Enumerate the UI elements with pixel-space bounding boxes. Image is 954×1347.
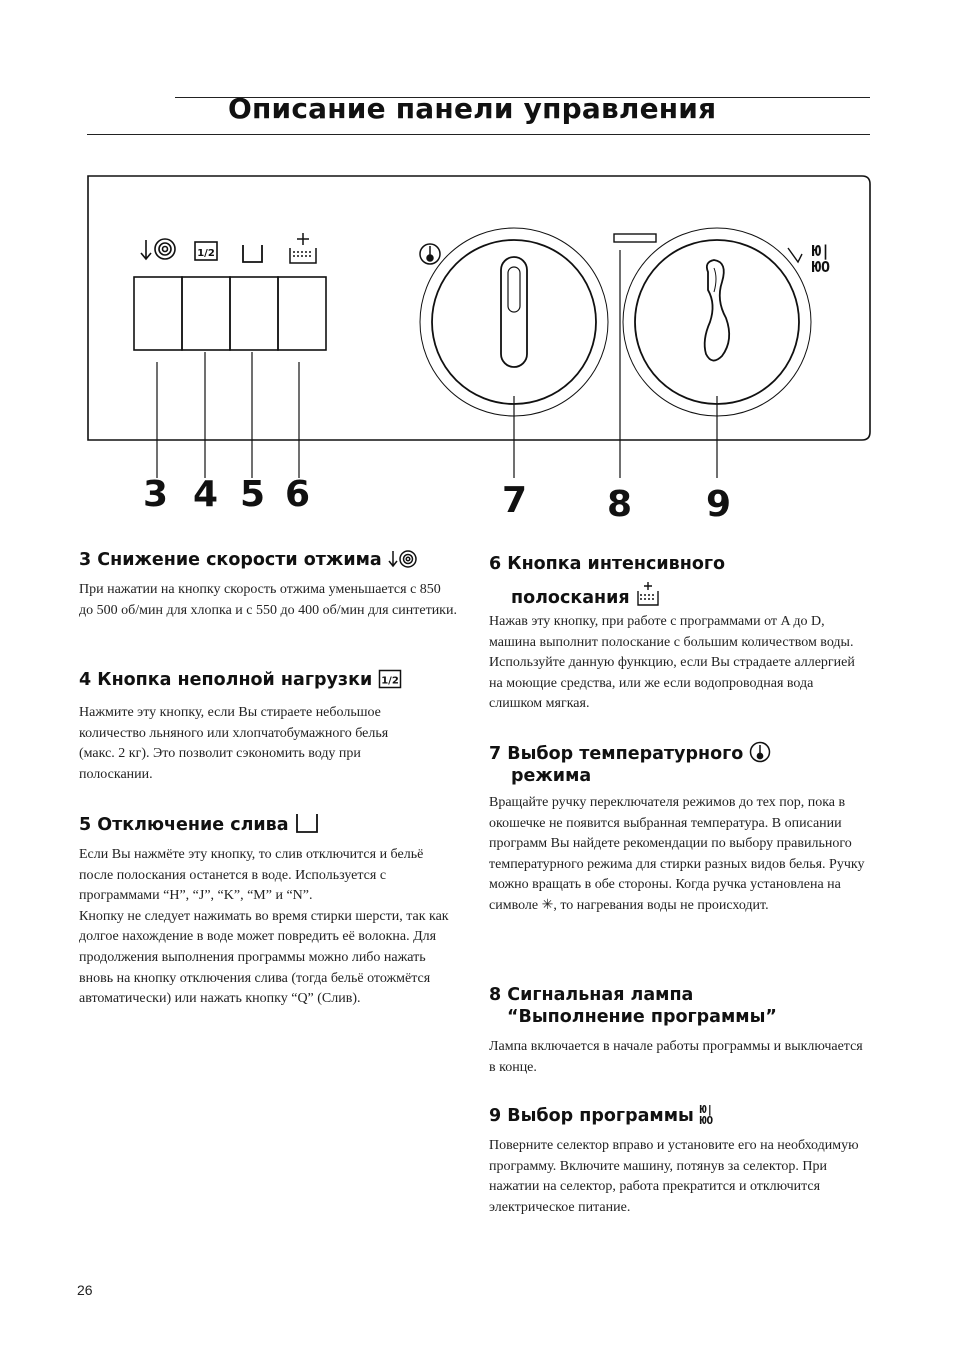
svg-text:ЮО: ЮО [812,258,831,276]
button-leader-lines [157,352,299,478]
dial-leader-lines [514,250,717,478]
section-6-heading: 6 Кнопка интенсивного полоскания [489,554,726,608]
section-6-text: Нажав эту кнопку, при работе с программами от A до D, машина выполнит полоскание с большим количеством воды. Используйте данную функцию, если Вы страдаете аллергией на моющие средства, или же если водопроводная вода слишком мягкая. [489,614,855,712]
section-9-heading: 9 Выбор программы Ю| ЮО [489,1103,714,1127]
section-5-text: Если Вы нажмёте эту кнопку, то слив отключится и бельё после полоскания останется в воде. Используется с программами “H”, “J”, “K”, “M” и “N”. Кнопку не следует нажимать во время стирки шерсти, так как долгое нахождение в воде может повредить её волокна. Для продолжения выполнения программы можно либо нажать вновь на кнопку отключения слива (тогда бельё отожмётся автоматически) или нажать кнопку “Q” (Слив). [79,847,449,1007]
spin-reduce-button [134,277,182,350]
svg-text:1/2: 1/2 [381,675,399,687]
section-8-heading: 8 Сигнальная лампа “Выполнение программы” [489,985,777,1027]
half-load-icon [378,669,402,689]
section-8-text: Лампа включается в начале работы программы и выключается в конце. [489,1039,863,1075]
function-buttons [134,277,326,350]
control-panel-diagram [0,0,954,540]
half-load-icon [195,242,217,260]
thermometer-icon [749,741,771,763]
section-3-heading: 3 Снижение скорости отжима [79,549,418,571]
program-selector-symbol [812,242,830,276]
rinse-hold-icon [295,812,319,834]
page-title: Описание панели управления [228,92,717,125]
spin-reduce-icon [141,239,175,259]
section-7-text: Вращайте ручку переключателя режимов до тех пор, пока в окошечке не появится выбранная температура. В описании программ Вы найдете рекомендации по выбору правильного температурного режима для стирки разных видов белья. Ручку можно вращать в обе стороны. Когда ручка установлена на символе ✳, то нагревания воды не происходит. [489,795,865,913]
page-number: 26 [77,1282,93,1298]
extra-rinse-icon [290,233,316,263]
section-9-text: Поверните селектор вправо и установите его на необходимую программу. Включите машину, потянув за селектор. При нажатии на селектор, работа прекратится и отключится электрическое питание. [489,1138,859,1215]
callout-7: 7 [502,480,528,521]
half-load-button [182,277,230,350]
section-7-heading: 7 Выбор температурного режима [489,741,771,787]
rinse-hold-button [230,277,278,350]
callout-9: 9 [706,484,732,525]
section-4-heading: 4 Кнопка неполной нагрузки 1/2 [79,669,402,691]
program-lamp [614,234,656,242]
half-load-icon-label: 1/2 [197,248,215,259]
extra-rinse-button [278,277,326,350]
spin-reduce-icon [388,549,418,569]
thermometer-icon [420,244,440,264]
rotation-arrow-icon [788,248,802,262]
extra-rinse-icon [636,581,660,607]
program-dial [623,228,811,416]
svg-text:Ю|: Ю| [812,242,831,260]
program-selector-icon: Ю| ЮО [699,1103,714,1127]
callout-8: 8 [607,484,633,525]
callout-5: 5 [240,474,266,515]
temperature-dial [420,228,608,416]
callout-4: 4 [193,474,219,515]
rinse-hold-icon [243,245,262,262]
callout-3: 3 [143,474,169,515]
section-3-text: При нажатии на кнопку скорость отжима уменьшается с 850 до 500 об/мин для хлопка и с 550 до 400 об/мин для синтетики. [79,582,457,618]
callout-6: 6 [285,474,311,515]
section-4-text: Нажмите эту кнопку, если Вы стираете небольшое количество льняного или хлопчатобумажного белья (макс. 2 кг). Это позволит сэкономить воду при полоскании. [79,705,389,782]
section-5-heading: 5 Отключение слива [79,812,319,836]
